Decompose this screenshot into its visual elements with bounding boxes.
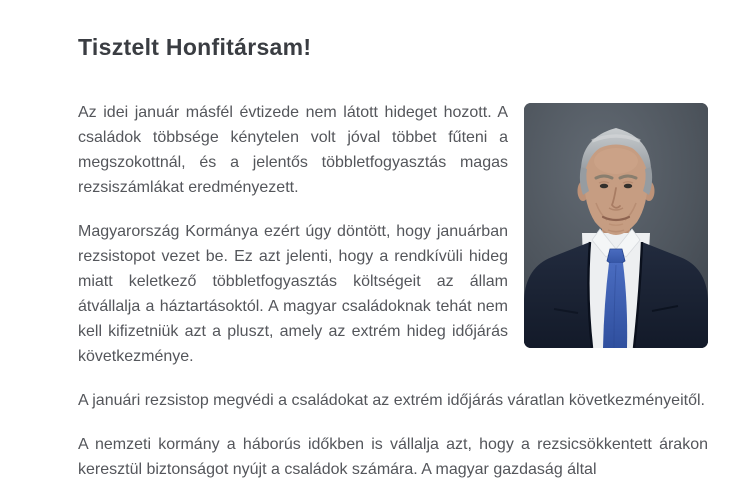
portrait-photo: [524, 103, 708, 348]
body-paragraph-3: A januári rezsistop megvédi a családokat az extrém időjárás váratlan következményeitől.: [78, 392, 705, 409]
portrait-illustration: [524, 103, 708, 348]
page-title: Tisztelt Honfitársam!: [78, 34, 312, 60]
body-paragraph-2: Magyarország Kormánya ezért úgy döntött, hogy januárban rezsistopot vezet be. Ez azt jelenti, hogy a rendkívüli hideg miatt keletkező többletfogyasztás költségeit az állam átvállalja a háztartásoktól. A magyar családoknak tehát nem kell kifizetniük azt a pluszt, amely az extrém hideg időjárás következménye.: [78, 223, 508, 365]
body-paragraph-1: Az idei január másfél évtizede nem látott hideget hozott. A családok többsége kénytelen volt jóval többet fűteni a megszokottnál, és a jelentős többletfogyasztás magas rezsiszámlákat eredményezett.: [78, 104, 508, 196]
letter-body: [78, 100, 708, 482]
body-paragraph-4: A nemzeti kormány a háborús időkben is vállalja azt, hogy a rezsicsökkentett árakon keresztül biztonságot nyújt a családok számára. A magyar gazdaság által: [78, 436, 708, 478]
